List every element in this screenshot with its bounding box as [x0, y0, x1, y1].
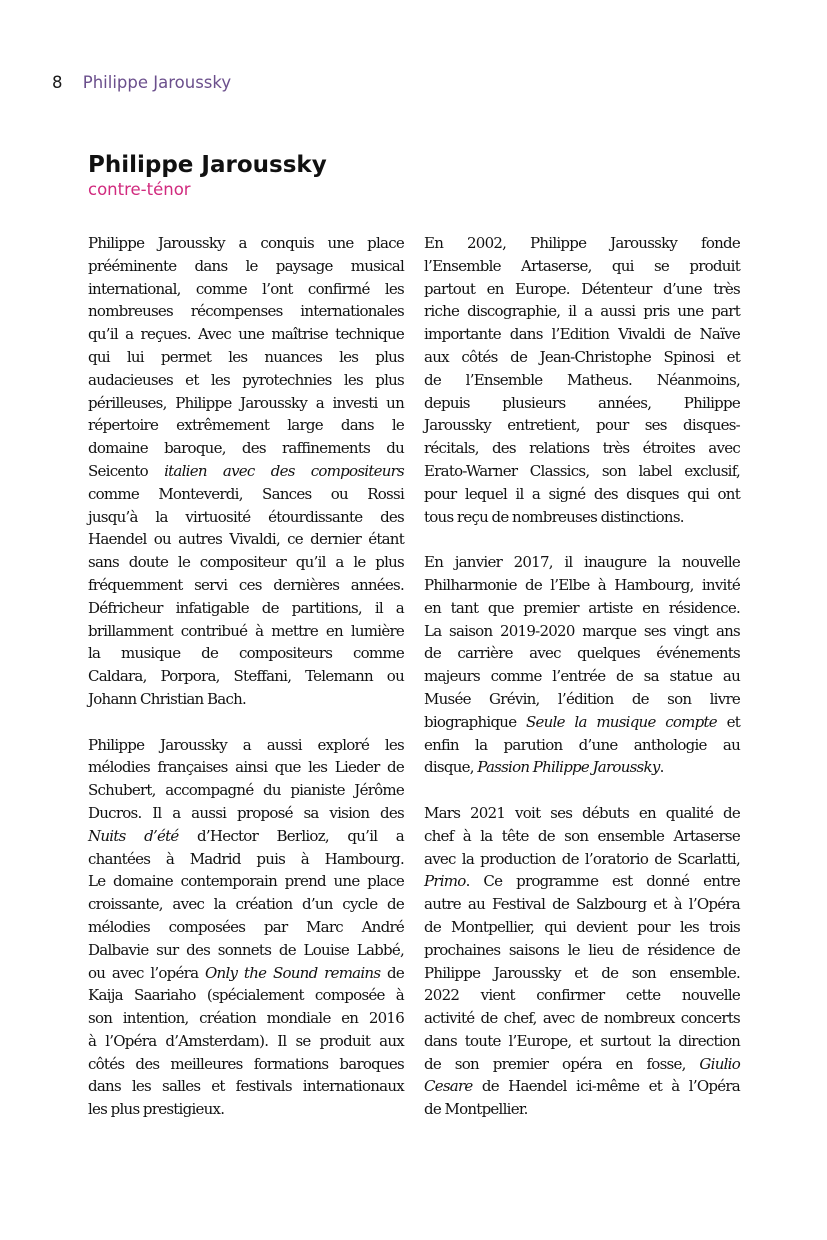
text-line: Seicento italien avec des compositeurs	[88, 461, 404, 480]
biography-paragraph	[88, 232, 404, 711]
text-line: Johann Christian Bach.	[88, 689, 247, 708]
text-line: Haendel ou autres Vivaldi, ce dernier étant	[88, 530, 404, 549]
artist-name: Philippe Jaroussky	[88, 152, 327, 178]
text-line: périlleuses, Philippe Jaroussky a investi un	[88, 393, 404, 412]
italic-title: italien avec des compositeurs	[147, 461, 404, 480]
text-line: La saison 2019-2020 marque ses vingt ans	[424, 621, 740, 640]
text-line: de carrière avec quelques événements	[424, 644, 740, 663]
text-line: riche discographie, il a aussi pris une part	[424, 302, 740, 321]
text-line: les plus prestigieux.	[88, 1100, 225, 1119]
text-line: Jaroussky entretient, pour ses disques-	[424, 416, 740, 435]
text-line: Mars 2021 voit ses débuts en qualité de	[424, 803, 740, 822]
text-line: biographique Seule la musique compte et	[424, 712, 740, 731]
text-line: croissante, avec la création d’un cycle de	[88, 895, 404, 914]
text-line: enfin la parution d’une anthologie au	[424, 735, 740, 754]
text-line: prééminente dans le paysage musical	[88, 256, 404, 275]
text-line: Défricheur infatigable de partitions, il a	[88, 598, 404, 617]
text-line: En 2002, Philippe Jaroussky fonde	[424, 234, 740, 252]
text-line: importante dans l’Edition Vivaldi de Naïve	[424, 325, 740, 344]
text-line: brillamment contribué à mettre en lumière	[88, 621, 404, 640]
text-line: Cesare de Haendel ici-même et à l’Opéra	[424, 1077, 740, 1096]
biography-paragraph	[424, 551, 740, 779]
text-line: Primo. Ce programme est donné entre	[424, 872, 740, 891]
text-line: côtés des meilleures formations baroques	[88, 1054, 404, 1073]
italic-title: Seule la musique compte	[526, 712, 717, 731]
right-column	[424, 232, 740, 1144]
italic-title: Giulio	[699, 1054, 740, 1073]
text-line: autre au Festival de Salzbourg et à l’Opéra	[424, 895, 740, 914]
text-line: la musique de compositeurs comme	[88, 644, 404, 663]
text-line: Philippe Jaroussky a conquis une place	[88, 234, 404, 252]
text-line: activité de chef, avec de nombreux concerts	[424, 1009, 740, 1028]
text-line: dans toute l’Europe, et surtout la direction	[424, 1031, 740, 1050]
text-line: disque, Passion Philippe Jaroussky.	[424, 758, 664, 777]
text-line: Musée Grévin, l’édition de son livre	[424, 689, 740, 708]
text-line: Philharmonie de l’Elbe à Hambourg, invité	[424, 575, 740, 594]
text-line: partout en Europe. Détenteur d’une très	[424, 279, 740, 298]
text-line: Nuits d’été d’Hector Berlioz, qu’il a	[88, 826, 405, 845]
text-line: avec la production de l’oratorio de Scarlatti,	[424, 849, 740, 868]
text-line: En janvier 2017, il inaugure la nouvelle	[424, 553, 740, 572]
text-line: aux côtés de Jean-Christophe Spinosi et	[424, 347, 740, 366]
text-line: fréquemment servi ces dernières années.	[88, 575, 404, 594]
italic-title: Passion Philippe Jaroussky	[477, 758, 660, 777]
text-line: répertoire extrêmement large dans le	[88, 416, 404, 435]
text-line: prochaines saisons le lieu de résidence de	[424, 940, 740, 959]
text-line: Philippe Jaroussky et de son ensemble.	[424, 963, 740, 982]
text-line: dans les salles et festivals internationaux	[88, 1077, 404, 1096]
text-line: qu’il a reçues. Avec une maîtrise technique	[88, 325, 404, 344]
artist-role: contre-ténor	[88, 180, 191, 199]
text-line: Philippe Jaroussky a aussi exploré les	[88, 735, 404, 754]
text-line: majeurs comme l’entrée de sa statue au	[424, 667, 740, 686]
text-line: son intention, création mondiale en 2016	[88, 1009, 404, 1028]
text-line: mélodies composées par Marc André	[88, 917, 404, 936]
italic-title: Only the Sound remains	[204, 963, 381, 982]
text-line: récitals, des relations très étroites avec	[424, 439, 740, 458]
text-line: de Montpellier.	[424, 1100, 528, 1119]
text-line: domaine baroque, des raffinements du	[88, 439, 404, 458]
text-line: de son premier opéra en fosse, Giulio	[424, 1054, 740, 1073]
text-line: jusqu’à la virtuosité étourdissante des	[88, 507, 404, 526]
italic-title: Primo	[424, 872, 466, 891]
text-line: chantées à Madrid puis à Hambourg.	[88, 849, 404, 868]
biography-paragraph	[424, 232, 740, 528]
text-line: ou avec l’opéra Only the Sound remains de	[88, 963, 404, 982]
text-line: Ducros. Il a aussi proposé sa vision des	[88, 803, 404, 822]
text-line: sans doute le compositeur qu’il a le plus	[88, 553, 404, 572]
italic-title: Cesare	[424, 1077, 473, 1096]
text-line: de l’Ensemble Matheus. Néanmoins,	[424, 370, 740, 389]
text-line: Kaija Saariaho (spécialement composée à	[88, 986, 404, 1005]
text-line: comme Monteverdi, Sances ou Rossi	[88, 484, 404, 503]
text-line: mélodies françaises ainsi que les Lieder de	[88, 758, 404, 777]
text-line: en tant que premier artiste en résidence.	[424, 598, 740, 617]
text-line: Erato-Warner Classics, son label exclusif,	[424, 461, 740, 480]
biography-paragraph	[88, 734, 404, 1122]
running-head-title: Philippe Jaroussky	[82, 73, 232, 92]
text-line: 2022 vient confirmer cette nouvelle	[424, 986, 740, 1005]
text-line: nombreuses récompenses internationales	[88, 302, 404, 321]
text-line: Dalbavie sur des sonnets de Louise Labbé,	[88, 940, 404, 959]
text-line: Schubert, accompagné du pianiste Jérôme	[88, 781, 404, 800]
text-line: l’Ensemble Artaserse, qui se produit	[424, 256, 740, 275]
text-line: chef à la tête de son ensemble Artaserse	[424, 826, 740, 845]
running-head	[52, 71, 231, 95]
left-column	[88, 232, 404, 1144]
text-line: pour lequel il a signé des disques qui ont	[424, 484, 740, 503]
text-line: qui lui permet les nuances les plus	[88, 347, 404, 366]
text-line: tous reçu de nombreuses distinctions.	[424, 507, 684, 526]
text-line: à l’Opéra d’Amsterdam). Il se produit aux	[88, 1031, 404, 1050]
text-line: audacieuses et les pyrotechnies les plus	[88, 370, 404, 389]
biography-paragraph	[424, 802, 740, 1121]
text-line: Caldara, Porpora, Steffani, Telemann ou	[88, 667, 404, 686]
text-line: Le domaine contemporain prend une place	[88, 872, 404, 891]
text-line: de Montpellier, qui devient pour les trois	[424, 917, 740, 936]
italic-title: Nuits d’été	[88, 826, 179, 845]
page-number: 8	[52, 73, 63, 92]
text-line: depuis plusieurs années, Philippe	[424, 393, 740, 412]
text-line: international, comme l’ont confirmé les	[88, 279, 404, 298]
